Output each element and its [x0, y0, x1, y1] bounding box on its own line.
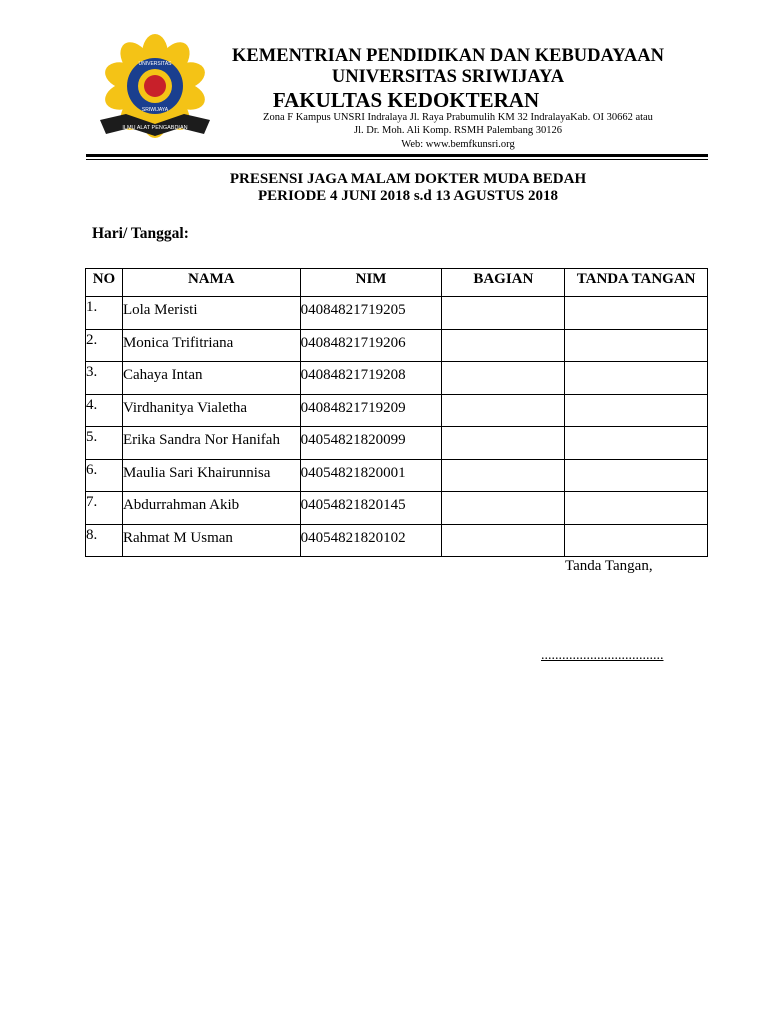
- row-nim: 04084821719208: [300, 362, 442, 395]
- address-line-1: Zona F Kampus UNSRI Indralaya Jl. Raya Prabumulih KM 32 IndralayaKab. OI 30662 atau: [263, 112, 653, 123]
- row-tanda-tangan[interactable]: [565, 492, 708, 525]
- row-tanda-tangan[interactable]: [565, 459, 708, 492]
- table-row: [86, 459, 708, 492]
- row-no: 3.: [86, 362, 123, 395]
- row-nim: 04054821820001: [300, 459, 442, 492]
- row-tanda-tangan[interactable]: [565, 329, 708, 362]
- row-nama: Virdhanitya Vialetha: [122, 394, 300, 427]
- document-period: PERIODE 4 JUNI 2018 s.d 13 AGUSTUS 2018: [257, 188, 559, 204]
- signature-line: ...................................: [541, 648, 664, 663]
- row-no: 8.: [86, 524, 123, 557]
- row-bagian[interactable]: [442, 427, 565, 460]
- row-nama: Lola Meristi: [122, 297, 300, 330]
- row-nama: Erika Sandra Nor Hanifah: [122, 427, 300, 460]
- faculty-name: FAKULTAS KEDOKTERAN: [272, 88, 540, 112]
- row-no: 2.: [86, 329, 123, 362]
- table-row: [86, 427, 708, 460]
- row-bagian[interactable]: [442, 329, 565, 362]
- document-title: PRESENSI JAGA MALAM DOKTER MUDA BEDAH: [229, 171, 587, 187]
- logo-ring-text-bottom: SRIWIJAYA: [141, 107, 169, 113]
- row-tanda-tangan[interactable]: [565, 362, 708, 395]
- table-header-row: [86, 269, 708, 297]
- attendance-table: [85, 268, 708, 557]
- table-row: [86, 297, 708, 330]
- row-bagian[interactable]: [442, 459, 565, 492]
- table-row: [86, 362, 708, 395]
- row-nama: Abdurrahman Akib: [122, 492, 300, 525]
- website: Web: www.bemfkunsri.org: [401, 139, 515, 150]
- header-nama: NAMA: [122, 269, 300, 297]
- row-tanda-tangan[interactable]: [565, 427, 708, 460]
- row-bagian[interactable]: [442, 297, 565, 330]
- table-row: [86, 492, 708, 525]
- row-no: 6.: [86, 459, 123, 492]
- row-bagian[interactable]: [442, 524, 565, 557]
- row-nama: Rahmat M Usman: [122, 524, 300, 557]
- row-bagian[interactable]: [442, 492, 565, 525]
- row-nim: 04084821719206: [300, 329, 442, 362]
- row-bagian[interactable]: [442, 394, 565, 427]
- header-tanda-tangan: TANDA TANGAN: [565, 269, 708, 297]
- address-line-2: Jl. Dr. Moh. Ali Komp. RSMH Palembang 30126: [354, 125, 562, 136]
- table-row: [86, 394, 708, 427]
- row-tanda-tangan[interactable]: [565, 524, 708, 557]
- ministry-name: KEMENTRIAN PENDIDIKAN DAN KEBUDAYAAN: [232, 46, 664, 66]
- letterhead-rule-thick: [86, 154, 708, 157]
- row-no: 1.: [86, 297, 123, 330]
- row-no: 5.: [86, 427, 123, 460]
- row-tanda-tangan[interactable]: [565, 297, 708, 330]
- row-bagian[interactable]: [442, 362, 565, 395]
- letterhead-rule-thin: [86, 159, 708, 160]
- table-row: [86, 329, 708, 362]
- header-no: NO: [86, 269, 123, 297]
- row-no: 7.: [86, 492, 123, 525]
- table-row: [86, 524, 708, 557]
- row-nim: 04054821820145: [300, 492, 442, 525]
- row-nama: Maulia Sari Khairunnisa: [122, 459, 300, 492]
- row-tanda-tangan[interactable]: [565, 394, 708, 427]
- row-nim: 04084821719205: [300, 297, 442, 330]
- header-bagian: BAGIAN: [442, 269, 565, 297]
- signature-label: Tanda Tangan,: [565, 558, 653, 574]
- logo-ring-text-top: UNIVERSITAS: [138, 61, 172, 67]
- university-name: UNIVERSITAS SRIWIJAYA: [331, 67, 565, 87]
- row-no: 4.: [86, 394, 123, 427]
- header-nim: NIM: [300, 269, 442, 297]
- row-nama: Monica Trifitriana: [122, 329, 300, 362]
- row-nim: 04054821820102: [300, 524, 442, 557]
- row-nim: 04054821820099: [300, 427, 442, 460]
- row-nim: 04084821719209: [300, 394, 442, 427]
- logo-motto: ILMU ALAT PENGABDIAN: [122, 125, 188, 131]
- date-label: Hari/ Tanggal:: [92, 225, 189, 242]
- row-nama: Cahaya Intan: [122, 362, 300, 395]
